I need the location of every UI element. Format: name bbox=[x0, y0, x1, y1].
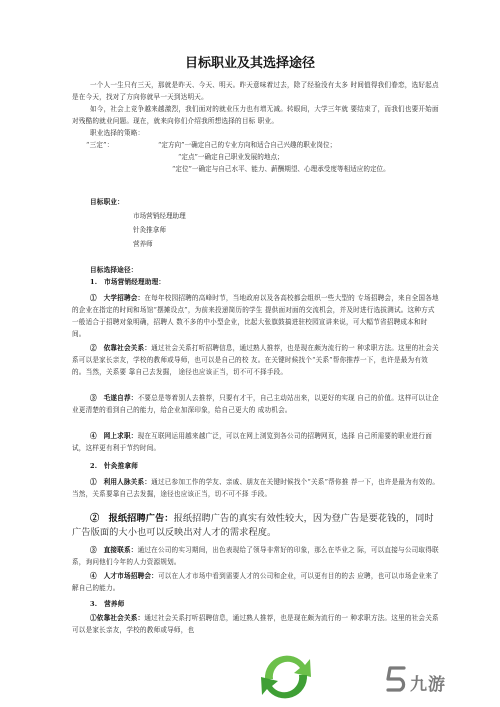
s1-item-4-text: 现在互联网运用越来越广泛，可以在网上浏览到各公司的招聘网页，选择 自己所需要的职业进行面试，这样更有利于节约时间。 bbox=[72, 432, 432, 452]
s2-item-1-label: ① 利用人脉关系： bbox=[90, 478, 152, 486]
s3-item-1-text: 通过社会关系打听招聘信息，通过熟人推荐，也是现在颇为流行的一 种求职方法。这里的社会关系可以是家长亲友，学校的教师或导师，也 bbox=[72, 614, 439, 634]
s2-item-3 bbox=[72, 544, 440, 568]
s2-item-1-text: 通过已参加工作的学友、亲戚、朋友在关键时候找个“关系”帮你推 荐一下，也许是最为有效的。当然，关系要靠自己去发掘，途径也应该正当，切不可不择 手段。 bbox=[72, 478, 440, 498]
s2-item-3-label: ③ 直接联系： bbox=[90, 546, 138, 554]
target-heading: 目标职业： bbox=[90, 198, 124, 206]
s2-item-4-label: ④ 人才市场招聘会： bbox=[90, 572, 158, 580]
dingxiang-line: “定方向”一确定自己的专业方向和适合自己兴趣的职业岗位； bbox=[158, 141, 337, 149]
s1-item-1-text: 在每年校园招聘的高峰时节，当地政府以及各高校都会组织一些大型的 专场招聘会，来自全国各地的企业在指定的时间和场馆“摆摊设点”，为前来投递简历的学生 提供面对面的交流机会，并及时进行选拔测试。这种方式一般适合于招聘对象明确，招聘人 数不多的中小型企业，比起大张旗鼓搞进驻校园宣讲来说，可大幅节省招聘成本和时间。 bbox=[72, 294, 439, 338]
s2-item-2-text: 报纸招聘广告的真实有效性较大，因为登广告是要花钱的，同时广告版面的大小也可以反映出对人才的需求程度。 bbox=[72, 513, 434, 538]
s2-item-2 bbox=[72, 512, 440, 539]
s1-item-4 bbox=[72, 430, 440, 454]
page-title: 目标职业及其选择途径 bbox=[184, 56, 315, 71]
s1-item-2-label: ② 依靠社会关系： bbox=[90, 344, 152, 352]
s1-item-3-label: ③ 毛遂自荐： bbox=[90, 394, 138, 402]
s2-item-2-label: ② 报纸招聘广告： bbox=[90, 513, 174, 524]
watermark-logo-icon bbox=[255, 645, 317, 707]
s3-item-1-label: ①依靠社会关系： bbox=[90, 614, 145, 622]
s2-item-1 bbox=[72, 476, 440, 500]
s1-item-2 bbox=[72, 342, 440, 378]
s1-item-1-label: ① 大学招聘会： bbox=[90, 294, 145, 302]
target-item: 营养师 bbox=[133, 240, 153, 248]
s1-item-1 bbox=[72, 292, 440, 340]
s1-item-2-text: 通过社会关系打听招聘信息，通过熟人推荐，也是现在颇为流行的一 种求职方法。这里的社会关系可以是家长亲友，学校的教师或导师，也可以是自己的校 友。在关键时候找个“关系”帮你推荐一下，也许是最为有效的。当然，关系要 靠自己去发掘， 途径也应该正当，切不可不择手段。 bbox=[72, 344, 439, 376]
s2-item-4 bbox=[72, 570, 440, 594]
path-heading: 目标选择途径： bbox=[90, 266, 138, 274]
brand-watermark-text: 九游 bbox=[410, 675, 446, 695]
s1-item-3-text: 不要总是等着别人去推荐，只要有才干，自己主动站出来，以更好的实现 自己的价值。这样可以让企业更清楚的看到自己的能力，给企业加深印象，给自己更大的 成功机会。 bbox=[72, 394, 439, 414]
s1-item-3 bbox=[72, 392, 440, 416]
target-item: 市场营销经理助理 bbox=[133, 212, 186, 220]
s2-item-4-text: 可以在人才市场中看到需要人才的公司和企业，可以更有目的的去 应聘，也可以市场企业来了解自己的能力。 bbox=[72, 572, 439, 592]
intro-paragraph-2: 如今，社会上竞争越来越激烈，我们面对的就业压力也有增无减。转眼间，大学三年就 要结束了，而我们也要开始面对残酷的就业问题。现在，就来向你们介绍我所想选择的目标 职业。 bbox=[72, 105, 439, 125]
brand-mark-icon bbox=[384, 665, 410, 693]
section-2-title: 2. 针灸推拿师 bbox=[90, 462, 139, 470]
intro-paragraph-1: 一个人一生只有三天，那就是昨天、今天、明天。昨天意味着过去，除了经验没有太多 时间值得我们眷恋，选好起点是在今天，找对了方向你就早一天到达明天。 bbox=[72, 81, 439, 101]
target-item: 针灸推拿师 bbox=[133, 226, 166, 234]
s1-item-4-label: ④ 网上求职： bbox=[90, 432, 138, 440]
section-3-title: 3. 营养师 bbox=[90, 600, 125, 608]
strategy-label: 职业选择的策略： bbox=[90, 129, 145, 137]
s2-item-3-text: 通过在公司的实习期间，出色表现给了领导非常好的印象，那么在毕业之 际，可以直接与公司取得联系，询问他们今年的人力资源规划。 bbox=[72, 546, 439, 566]
sanding-label: “三定”： bbox=[86, 141, 114, 149]
s3-item-1 bbox=[72, 612, 440, 636]
dingdian-line: “定点”一确定自己职业发展的地点； bbox=[178, 153, 284, 161]
dingwei-line: “定位”一确定与自己水平、能力、薪酬期望、心理承受度等相适应的定位。 bbox=[172, 165, 390, 173]
section-1-title: 1. 市场营销经理助理： bbox=[90, 278, 166, 286]
